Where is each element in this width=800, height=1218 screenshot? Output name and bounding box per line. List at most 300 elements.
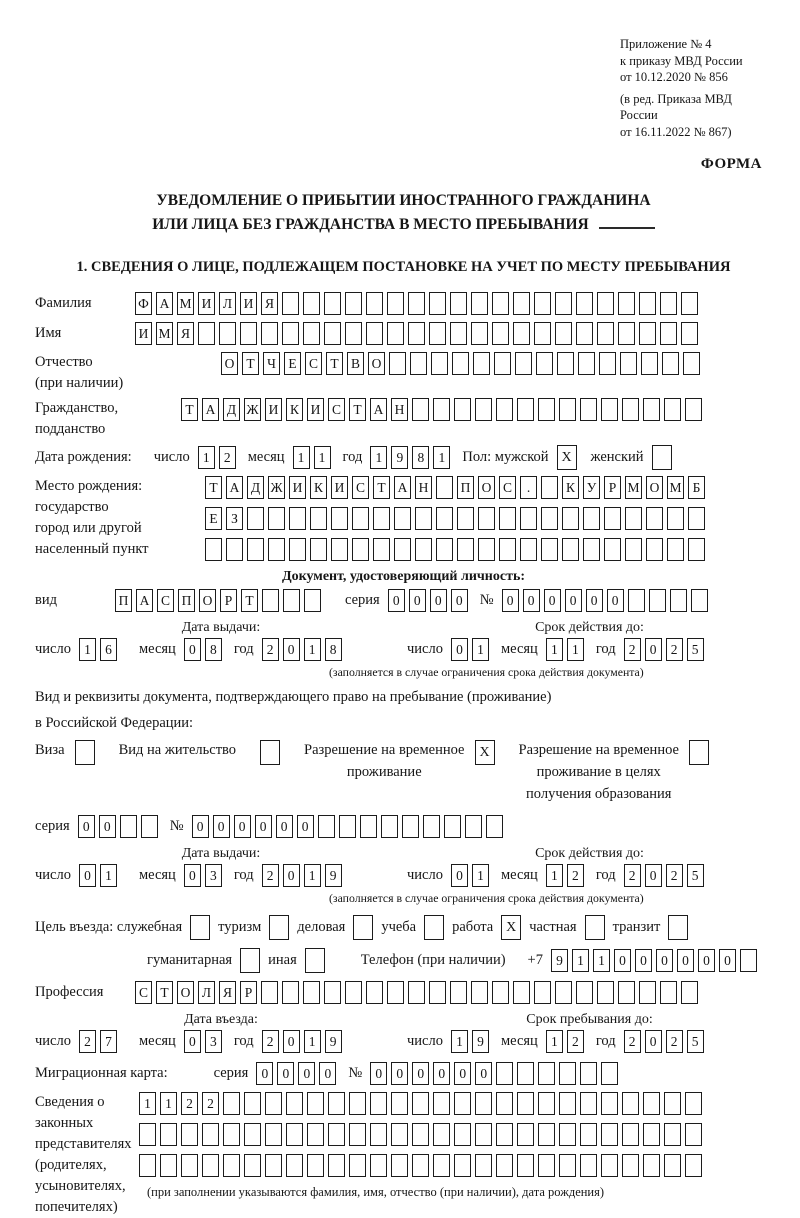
cell[interactable] (597, 322, 614, 345)
cell[interactable]: 0 (565, 589, 582, 612)
cell[interactable]: Я (261, 292, 278, 315)
cell[interactable]: 0 (283, 864, 300, 887)
cell[interactable]: 1 (472, 864, 489, 887)
name-field[interactable] (135, 322, 702, 345)
cell[interactable] (223, 1092, 240, 1115)
cell[interactable] (471, 981, 488, 1004)
cell[interactable]: 1 (572, 949, 589, 972)
cell[interactable] (289, 507, 306, 530)
cell[interactable] (450, 322, 467, 345)
cell[interactable] (429, 322, 446, 345)
cell[interactable] (578, 352, 595, 375)
entry-day-field[interactable] (79, 1030, 121, 1053)
cell[interactable] (643, 1154, 660, 1177)
cell[interactable]: 0 (192, 815, 209, 838)
cell[interactable]: И (135, 322, 152, 345)
cell[interactable]: 0 (502, 589, 519, 612)
cell[interactable] (601, 1092, 618, 1115)
cell[interactable] (492, 292, 509, 315)
cell[interactable]: 1 (546, 1030, 563, 1053)
cell[interactable] (412, 1123, 429, 1146)
cell[interactable]: . (520, 476, 537, 499)
cell[interactable]: К (310, 476, 327, 499)
cell[interactable]: И (240, 292, 257, 315)
cell[interactable] (555, 981, 572, 1004)
birth-month-field[interactable] (293, 446, 335, 469)
cell[interactable] (685, 1092, 702, 1115)
cell[interactable]: 0 (451, 864, 468, 887)
cell[interactable] (622, 1123, 639, 1146)
cell[interactable]: 1 (472, 638, 489, 661)
cell[interactable] (538, 1123, 555, 1146)
cell[interactable] (660, 322, 677, 345)
cell[interactable]: 0 (656, 949, 673, 972)
cell[interactable]: 1 (433, 446, 450, 469)
cell[interactable]: 0 (283, 638, 300, 661)
cell[interactable]: 0 (319, 1062, 336, 1085)
cell[interactable] (457, 538, 474, 561)
cell[interactable]: Л (219, 292, 236, 315)
cell[interactable]: 0 (79, 864, 96, 887)
cell[interactable] (643, 1123, 660, 1146)
purpose-official-checkbox[interactable] (190, 915, 210, 940)
cell[interactable] (328, 1154, 345, 1177)
cell[interactable] (349, 1154, 366, 1177)
cell[interactable]: Д (223, 398, 240, 421)
cell[interactable]: М (156, 322, 173, 345)
cell[interactable] (444, 815, 461, 838)
cell[interactable] (415, 538, 432, 561)
cell[interactable]: И (307, 398, 324, 421)
patronymic-field[interactable] (221, 352, 704, 375)
cell[interactable]: Е (205, 507, 222, 530)
cell[interactable] (282, 322, 299, 345)
cell[interactable] (202, 1123, 219, 1146)
cell[interactable] (475, 1154, 492, 1177)
cell[interactable] (349, 1123, 366, 1146)
cell[interactable] (601, 1062, 618, 1085)
cell[interactable] (541, 538, 558, 561)
cell[interactable] (646, 538, 663, 561)
cell[interactable] (667, 507, 684, 530)
cell[interactable]: 2 (219, 446, 236, 469)
cell[interactable] (639, 292, 656, 315)
birth-year-field[interactable] (370, 446, 454, 469)
cell[interactable]: И (331, 476, 348, 499)
cell[interactable] (580, 1154, 597, 1177)
cell[interactable]: 0 (99, 815, 116, 838)
cell[interactable]: 0 (409, 589, 426, 612)
cell[interactable]: 0 (523, 589, 540, 612)
cell[interactable] (247, 538, 264, 561)
cell[interactable]: Р (604, 476, 621, 499)
cell[interactable] (415, 507, 432, 530)
cell[interactable] (534, 292, 551, 315)
cell[interactable] (562, 507, 579, 530)
cell[interactable] (366, 292, 383, 315)
cell[interactable] (496, 1123, 513, 1146)
cell[interactable] (513, 322, 530, 345)
cell[interactable] (436, 476, 453, 499)
cell[interactable] (465, 815, 482, 838)
cell[interactable] (604, 507, 621, 530)
cell[interactable] (555, 292, 572, 315)
cell[interactable] (324, 981, 341, 1004)
gender-female-checkbox[interactable] (652, 445, 672, 470)
cell[interactable]: Ж (268, 476, 285, 499)
cell[interactable]: А (202, 398, 219, 421)
cell[interactable]: У (583, 476, 600, 499)
cell[interactable] (538, 1092, 555, 1115)
cell[interactable]: 0 (607, 589, 624, 612)
cell[interactable] (517, 398, 534, 421)
cell[interactable] (601, 398, 618, 421)
cell[interactable] (324, 292, 341, 315)
cell[interactable]: 0 (475, 1062, 492, 1085)
cell[interactable] (538, 1062, 555, 1085)
purpose-tourism-checkbox[interactable] (269, 915, 289, 940)
cell[interactable] (618, 322, 635, 345)
stay-day-field[interactable] (451, 1030, 493, 1053)
cell[interactable] (620, 352, 637, 375)
cell[interactable] (198, 322, 215, 345)
cell[interactable] (345, 292, 362, 315)
cell[interactable] (436, 507, 453, 530)
cell[interactable]: 0 (255, 815, 272, 838)
cell[interactable]: 0 (645, 638, 662, 661)
cell[interactable] (345, 322, 362, 345)
cell[interactable]: 0 (388, 589, 405, 612)
cell[interactable] (541, 476, 558, 499)
cell[interactable]: 8 (325, 638, 342, 661)
cell[interactable]: 0 (412, 1062, 429, 1085)
cell[interactable]: 9 (325, 864, 342, 887)
cell[interactable] (559, 1154, 576, 1177)
res-valid-day-field[interactable] (451, 864, 493, 887)
cell[interactable]: Т (242, 352, 259, 375)
cell[interactable] (513, 981, 530, 1004)
cell[interactable] (538, 1154, 555, 1177)
cell[interactable] (454, 1123, 471, 1146)
cell[interactable]: 0 (430, 589, 447, 612)
doc-valid-year-field[interactable] (624, 638, 708, 661)
cell[interactable] (601, 1123, 618, 1146)
cell[interactable] (373, 538, 390, 561)
cell[interactable] (429, 292, 446, 315)
cell[interactable]: Т (349, 398, 366, 421)
cell[interactable] (580, 1092, 597, 1115)
cell[interactable]: С (305, 352, 322, 375)
cell[interactable] (202, 1154, 219, 1177)
cell[interactable] (160, 1154, 177, 1177)
cell[interactable]: 9 (325, 1030, 342, 1053)
cell[interactable] (429, 981, 446, 1004)
cell[interactable] (685, 398, 702, 421)
cell[interactable]: 0 (184, 638, 201, 661)
cell[interactable] (649, 589, 666, 612)
cell[interactable]: 0 (451, 638, 468, 661)
cell[interactable]: 0 (256, 1062, 273, 1085)
doc-issue-year-field[interactable] (262, 638, 346, 661)
cell[interactable] (283, 589, 300, 612)
cell[interactable] (286, 1154, 303, 1177)
cell[interactable] (304, 589, 321, 612)
cell[interactable]: К (562, 476, 579, 499)
cell[interactable]: 2 (567, 1030, 584, 1053)
cell[interactable]: 0 (370, 1062, 387, 1085)
cell[interactable]: О (368, 352, 385, 375)
cell[interactable] (475, 1123, 492, 1146)
cell[interactable]: 2 (624, 1030, 641, 1053)
cell[interactable] (622, 1092, 639, 1115)
cell[interactable]: 2 (181, 1092, 198, 1115)
doc-seriya-field[interactable] (388, 589, 472, 612)
cell[interactable]: И (289, 476, 306, 499)
cell[interactable] (688, 507, 705, 530)
cell[interactable] (486, 815, 503, 838)
cell[interactable] (331, 507, 348, 530)
cell[interactable]: 0 (283, 1030, 300, 1053)
purpose-study-checkbox[interactable] (424, 915, 444, 940)
cell[interactable]: 0 (454, 1062, 471, 1085)
mig-number-field[interactable] (370, 1062, 622, 1085)
cell[interactable] (664, 398, 681, 421)
cell[interactable] (622, 398, 639, 421)
cell[interactable] (244, 1123, 261, 1146)
res-issue-day-field[interactable] (79, 864, 121, 887)
cell[interactable] (433, 1123, 450, 1146)
cell[interactable] (478, 538, 495, 561)
cell[interactable] (391, 1092, 408, 1115)
cell[interactable] (660, 981, 677, 1004)
cell[interactable] (370, 1123, 387, 1146)
cell[interactable] (580, 398, 597, 421)
cell[interactable] (670, 589, 687, 612)
cell[interactable]: 3 (205, 864, 222, 887)
cell[interactable] (450, 981, 467, 1004)
entry-month-field[interactable] (184, 1030, 226, 1053)
res-valid-year-field[interactable] (624, 864, 708, 887)
mig-seriya-field[interactable] (256, 1062, 340, 1085)
cell[interactable]: С (135, 981, 152, 1004)
cell[interactable]: 8 (205, 638, 222, 661)
temp-permit-checkbox[interactable]: X (475, 740, 495, 765)
cell[interactable] (352, 507, 369, 530)
cell[interactable] (471, 292, 488, 315)
cell[interactable]: О (177, 981, 194, 1004)
cell[interactable] (628, 589, 645, 612)
cell[interactable] (740, 949, 757, 972)
cell[interactable] (662, 352, 679, 375)
cell[interactable] (517, 1154, 534, 1177)
cell[interactable] (360, 815, 377, 838)
cell[interactable] (622, 1154, 639, 1177)
cell[interactable] (494, 352, 511, 375)
cell[interactable]: 2 (624, 864, 641, 887)
cell[interactable]: 0 (586, 589, 603, 612)
phone-field[interactable] (551, 949, 761, 972)
cell[interactable]: З (226, 507, 243, 530)
cell[interactable] (496, 1062, 513, 1085)
cell[interactable] (681, 292, 698, 315)
cell[interactable] (562, 538, 579, 561)
cell[interactable] (683, 352, 700, 375)
legal-row2[interactable] (139, 1123, 706, 1146)
cell[interactable]: П (178, 589, 195, 612)
cell[interactable] (664, 1092, 681, 1115)
cell[interactable] (303, 292, 320, 315)
cell[interactable]: 2 (666, 638, 683, 661)
cell[interactable]: 2 (666, 1030, 683, 1053)
cell[interactable]: 0 (698, 949, 715, 972)
cell[interactable]: 2 (79, 1030, 96, 1053)
stay-month-field[interactable] (546, 1030, 588, 1053)
cell[interactable] (141, 815, 158, 838)
cell[interactable]: А (136, 589, 153, 612)
cell[interactable]: Т (373, 476, 390, 499)
cell[interactable]: Н (415, 476, 432, 499)
cell[interactable] (685, 1123, 702, 1146)
cell[interactable]: С (499, 476, 516, 499)
doc-issue-day-field[interactable] (79, 638, 121, 661)
doc-type-field[interactable] (115, 589, 325, 612)
cell[interactable] (394, 538, 411, 561)
cell[interactable] (643, 1092, 660, 1115)
cell[interactable] (681, 322, 698, 345)
birth-place-row3[interactable] (205, 538, 709, 561)
cell[interactable] (366, 981, 383, 1004)
cell[interactable]: 1 (293, 446, 310, 469)
cell[interactable] (408, 981, 425, 1004)
cell[interactable]: 0 (645, 1030, 662, 1053)
cell[interactable]: 1 (139, 1092, 156, 1115)
gender-male-checkbox[interactable]: X (557, 445, 577, 470)
residence-permit-checkbox[interactable] (260, 740, 280, 765)
cell[interactable]: 1 (451, 1030, 468, 1053)
cell[interactable] (559, 398, 576, 421)
cell[interactable]: 5 (687, 864, 704, 887)
entry-year-field[interactable] (262, 1030, 346, 1053)
cell[interactable]: И (198, 292, 215, 315)
doc-issue-month-field[interactable] (184, 638, 226, 661)
cell[interactable]: 6 (100, 638, 117, 661)
purpose-business-checkbox[interactable] (353, 915, 373, 940)
cell[interactable] (517, 1123, 534, 1146)
cell[interactable] (265, 1154, 282, 1177)
cell[interactable]: Л (198, 981, 215, 1004)
res-issue-year-field[interactable] (262, 864, 346, 887)
cell[interactable] (286, 1123, 303, 1146)
cell[interactable] (282, 292, 299, 315)
cell[interactable] (555, 322, 572, 345)
cell[interactable] (226, 538, 243, 561)
cell[interactable] (538, 398, 555, 421)
cell[interactable] (492, 981, 509, 1004)
cell[interactable]: Т (241, 589, 258, 612)
cell[interactable] (475, 1092, 492, 1115)
cell[interactable] (247, 507, 264, 530)
cell[interactable]: 0 (635, 949, 652, 972)
res-valid-month-field[interactable] (546, 864, 588, 887)
cell[interactable] (576, 322, 593, 345)
cell[interactable] (664, 1154, 681, 1177)
cell[interactable]: Р (240, 981, 257, 1004)
cell[interactable]: 9 (551, 949, 568, 972)
cell[interactable]: 2 (624, 638, 641, 661)
cell[interactable]: 1 (370, 446, 387, 469)
cell[interactable] (639, 322, 656, 345)
cell[interactable] (457, 507, 474, 530)
cell[interactable] (391, 1123, 408, 1146)
cell[interactable]: М (177, 292, 194, 315)
cell[interactable] (492, 322, 509, 345)
cell[interactable] (664, 1123, 681, 1146)
cell[interactable] (660, 292, 677, 315)
cell[interactable]: 0 (645, 864, 662, 887)
cell[interactable] (625, 507, 642, 530)
cell[interactable]: 1 (567, 638, 584, 661)
purpose-humanitarian-checkbox[interactable] (240, 948, 260, 973)
cell[interactable] (282, 981, 299, 1004)
cell[interactable]: Т (156, 981, 173, 1004)
cell[interactable] (410, 352, 427, 375)
cell[interactable] (580, 1062, 597, 1085)
cell[interactable] (452, 352, 469, 375)
cell[interactable]: 2 (262, 1030, 279, 1053)
cell[interactable]: 1 (304, 864, 321, 887)
cell[interactable]: П (457, 476, 474, 499)
cell[interactable]: 1 (160, 1092, 177, 1115)
birth-place-row2[interactable] (205, 507, 709, 530)
cell[interactable] (643, 398, 660, 421)
cell[interactable] (381, 815, 398, 838)
res-issue-month-field[interactable] (184, 864, 226, 887)
cell[interactable]: Ж (244, 398, 261, 421)
cell[interactable] (289, 538, 306, 561)
cell[interactable] (366, 322, 383, 345)
cell[interactable] (310, 538, 327, 561)
cell[interactable]: И (265, 398, 282, 421)
cell[interactable] (576, 981, 593, 1004)
cell[interactable] (181, 1123, 198, 1146)
cell[interactable] (478, 507, 495, 530)
cell[interactable] (394, 507, 411, 530)
cell[interactable]: Т (181, 398, 198, 421)
cell[interactable] (576, 292, 593, 315)
cell[interactable] (473, 352, 490, 375)
cell[interactable]: 0 (297, 815, 314, 838)
cell[interactable]: Д (247, 476, 264, 499)
cell[interactable]: 0 (391, 1062, 408, 1085)
cell[interactable]: 9 (472, 1030, 489, 1053)
cell[interactable] (328, 1123, 345, 1146)
cell[interactable] (559, 1062, 576, 1085)
cell[interactable] (139, 1123, 156, 1146)
cell[interactable]: Е (284, 352, 301, 375)
cell[interactable]: 1 (304, 638, 321, 661)
cell[interactable]: 2 (262, 864, 279, 887)
cell[interactable] (391, 1154, 408, 1177)
cell[interactable]: 1 (100, 864, 117, 887)
cell[interactable]: О (478, 476, 495, 499)
cell[interactable] (307, 1154, 324, 1177)
cell[interactable]: 9 (391, 446, 408, 469)
cell[interactable] (328, 1092, 345, 1115)
cell[interactable] (307, 1123, 324, 1146)
citizenship-field[interactable] (181, 398, 706, 421)
cell[interactable] (559, 1092, 576, 1115)
cell[interactable]: 0 (213, 815, 230, 838)
